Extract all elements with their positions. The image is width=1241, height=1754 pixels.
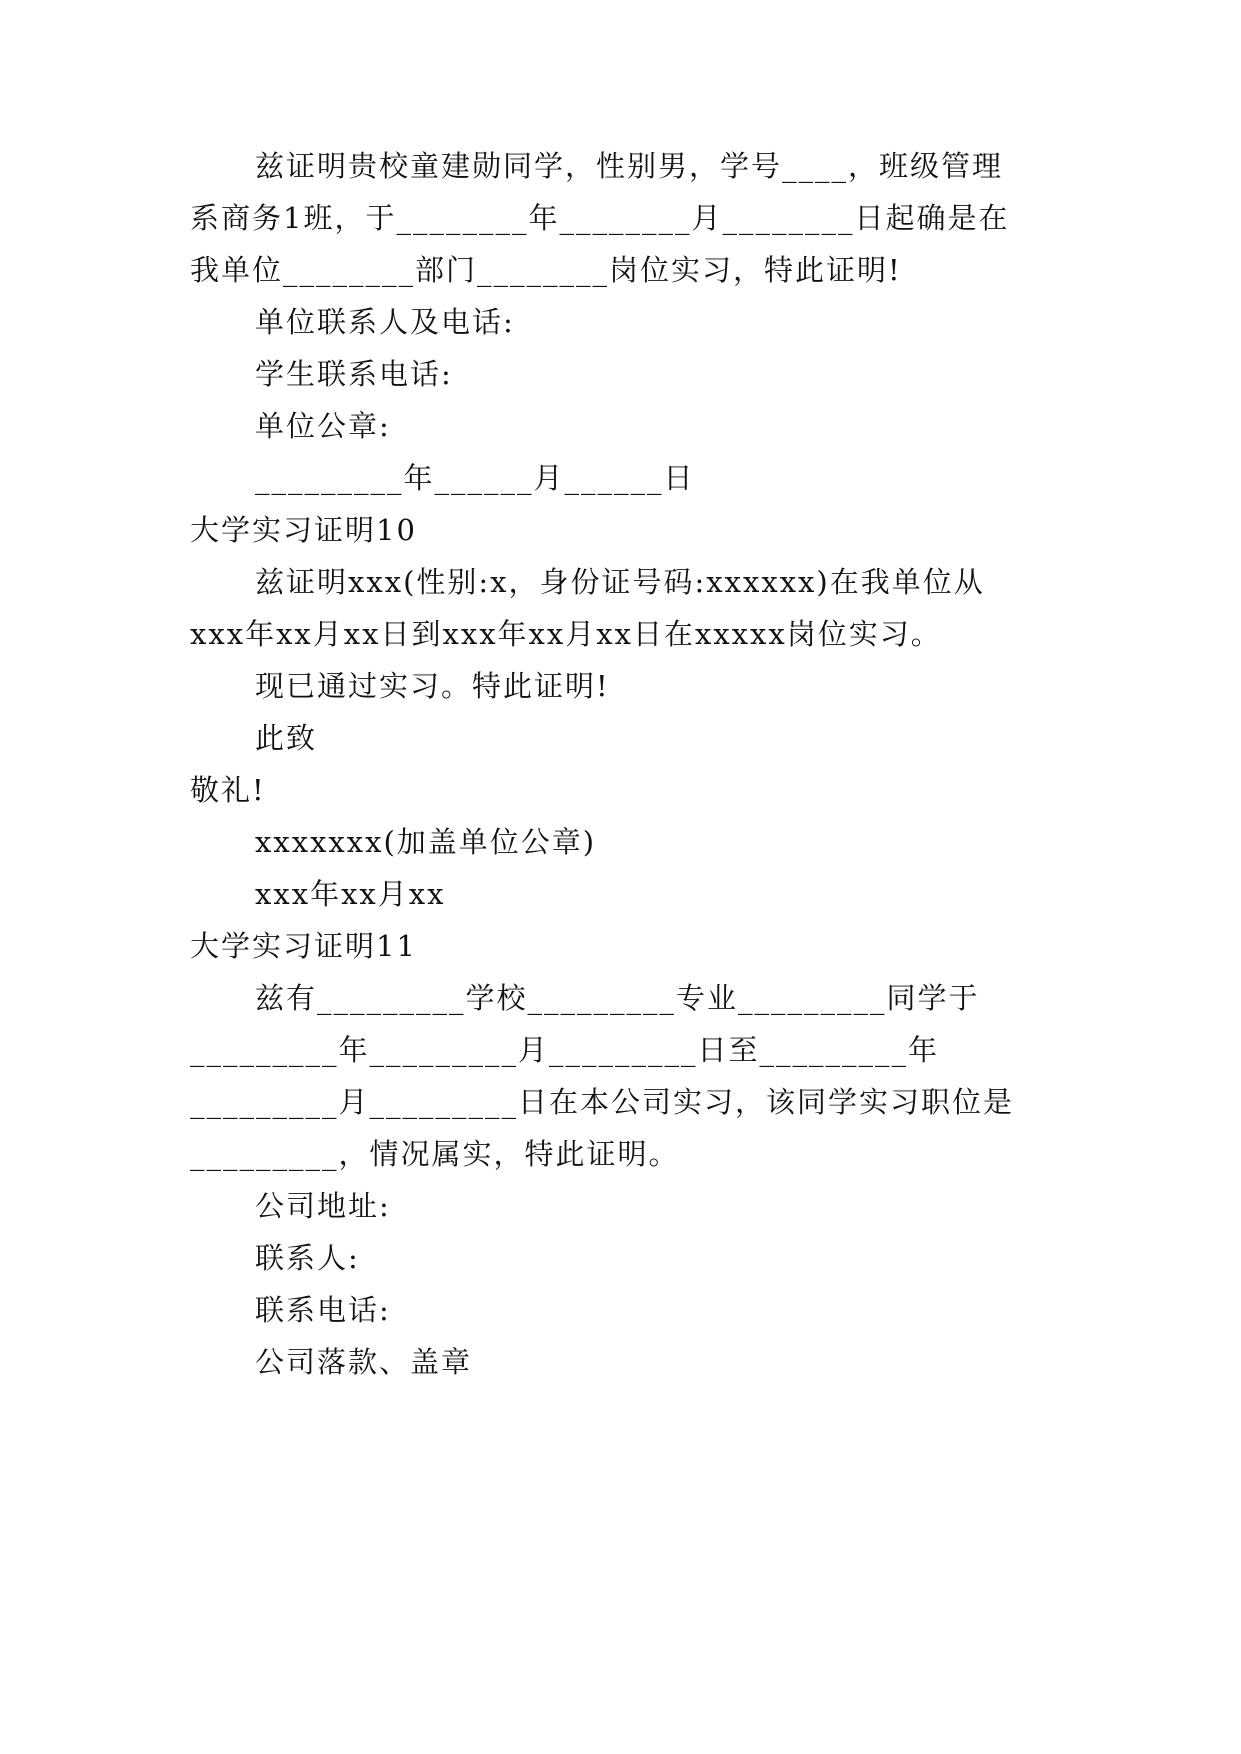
contact-phone-label: 联系电话: [255, 1293, 391, 1327]
company-seal-label: 单位公章: [255, 409, 391, 443]
paragraph-certification-line-2: 系商务1班，于________年________月________日起确是在 [190, 201, 1010, 235]
certificate-10-line-1: 兹证明xxx(性别:x，身份证号码:xxxxxx)在我单位从 [255, 565, 985, 599]
contact-person-label: 联系人: [255, 1241, 360, 1275]
paragraph-certification-line-1: 兹证明贵校童建勋同学，性别男，学号____，班级管理 [255, 149, 1004, 183]
closing-phrase: 此致 [255, 721, 318, 755]
student-phone-label: 学生联系电话: [255, 357, 453, 391]
company-signature-seal-label: 公司落款、盖章 [255, 1345, 473, 1379]
date-blank-line: _________年______月______日 [255, 461, 695, 495]
certificate-11-line-1: 兹有_________学校_________专业_________同学于 [255, 981, 980, 1015]
salutation: 敬礼! [190, 773, 266, 807]
certificate-11-line-2: _________年_________月_________日至_________年 [190, 1033, 940, 1067]
company-seal-note: xxxxxxx(加盖单位公章) [255, 825, 597, 859]
signature-date: xxx年xx月xx [255, 877, 446, 911]
certificate-11-line-4: _________，情况属实，特此证明。 [190, 1137, 680, 1171]
certificate-11-line-3: _________月_________日在本公司实习，该同学实习职位是 [190, 1085, 1015, 1119]
certificate-10-line-2: xxx年xx月xx日到xxx年xx月xx日在xxxxx岗位实习。 [190, 617, 942, 651]
section-title-certificate-11: 大学实习证明11 [190, 929, 417, 963]
certificate-10-line-3: 现已通过实习。特此证明! [255, 669, 610, 703]
company-contact-label: 单位联系人及电话: [255, 305, 515, 339]
company-address-label: 公司地址: [255, 1189, 391, 1223]
paragraph-certification-line-3: 我单位________部门________岗位实习，特此证明! [190, 253, 902, 287]
section-title-certificate-10: 大学实习证明10 [190, 513, 417, 547]
